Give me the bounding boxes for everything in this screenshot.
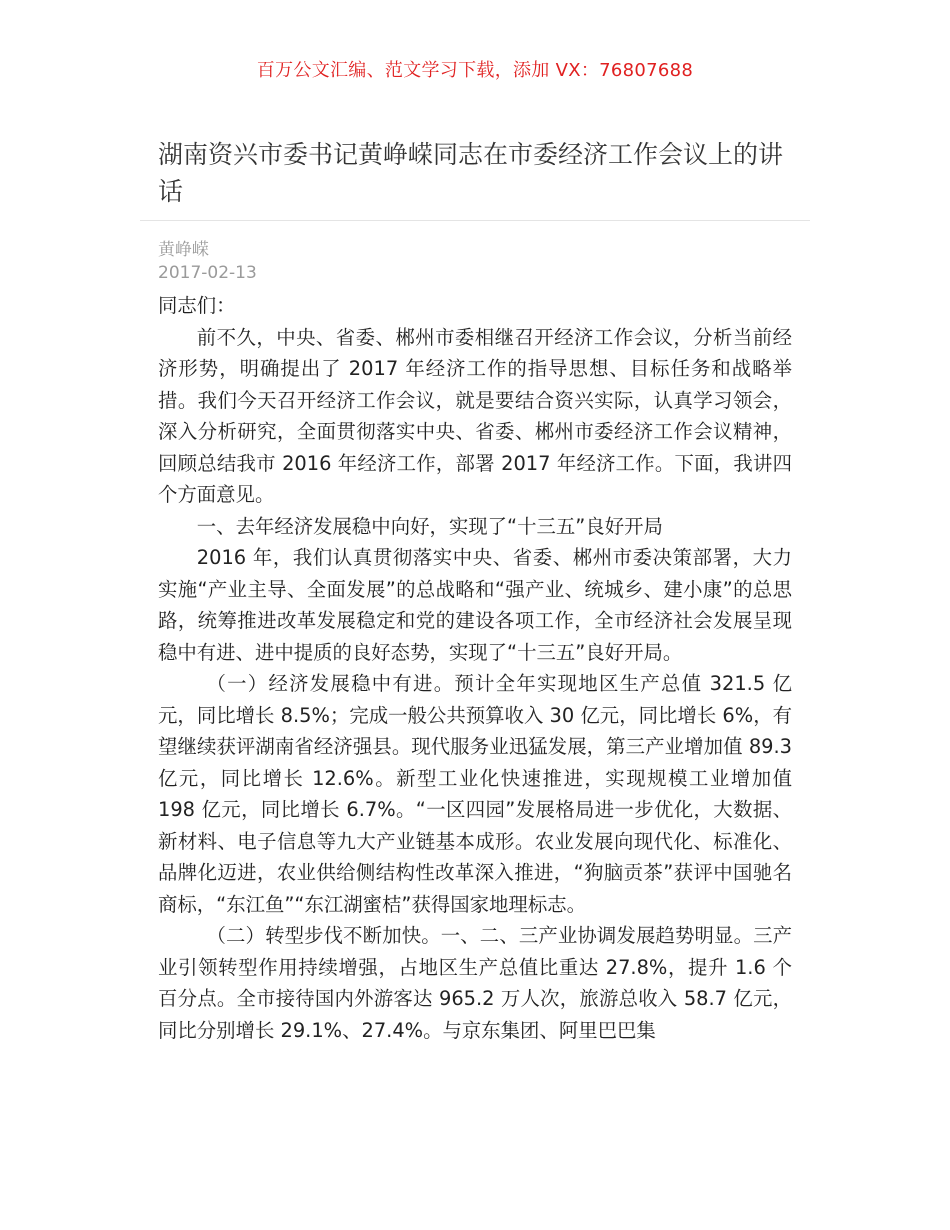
body-paragraph: 2016 年，我们认真贯彻落实中央、省委、郴州市委决策部署，大力实施“产业主导、全面发展”的总战略和“强产业、统城乡、建小康”的总思路，统筹推进改革发展稳定和党的建设各项工作，全市经济社会发展呈现稳中有进、进中提质的良好态势，实现了“十三五”良好开局。 (158, 546, 792, 664)
title-divider (140, 220, 810, 221)
watermark-banner: 百万公文汇编、范文学习下载，添加 VX：76807688 (256, 60, 694, 81)
body-paragraph: 前不久，中央、省委、郴州市委相继召开经济工作会议，分析当前经济形势，明确提出了 2017 年经济工作的指导思想、目标任务和战略举措。我们今天召开经济工作会议，就是要结合资兴实际，认真学习领会，深入分析研究，全面贯彻落实中央、省委、郴州市委经济工作会议精神，回顾总结我市 2016 年经济工作，部署 2017 年经济工作。下面，我讲四个方面意见。 (158, 325, 792, 506)
salutation: 同志们： (158, 294, 236, 317)
body-paragraph: （一）经济发展稳中有进。预计全年实现地区生产总值 321.5 亿元，同比增长 8.5%；完成一般公共预算收入 30 亿元，同比增长 6%，有望继续获评湖南省经济强县。现代服务业迅猛发展，第三产业增加值 89.3 亿元，同比增长 12.6%。新型工业化快速推进，实现规模工业增加值 198 亿元，同比增长 6.7%。“一区四园”发展格局进一步优化，大数据、新材料、电子信息等九大产业链基本成形。农业发展向现代化、标准化、品牌化迈进，农业供给侧结构性改革深入推进，“狗脑贡茶”获评中国驰名商标，“东江鱼”“东江湖蜜桔”获得国家地理标志。 (158, 672, 792, 916)
section-heading: 一、去年经济发展稳中向好，实现了“十三五”良好开局 (196, 514, 663, 538)
article-title: 湖南资兴市委书记黄峥嵘同志在市委经济工作会议上的讲话 (158, 140, 784, 206)
article-author: 黄峥嵘 (158, 240, 209, 260)
article-date: 2017-02-13 (158, 263, 257, 283)
article-body (158, 290, 792, 1046)
body-paragraph: （二）转型步伐不断加快。一、二、三产业协调发展趋势明显。三产业引领转型作用持续增强，占地区生产总值比重达 27.8%，提升 1.6 个百分点。全市接待国内外游客达 965.2 万人次，旅游总收入 58.7 亿元，同比分别增长 29.1%、27.4%。与京东集团、阿里巴巴集 (158, 924, 792, 1042)
